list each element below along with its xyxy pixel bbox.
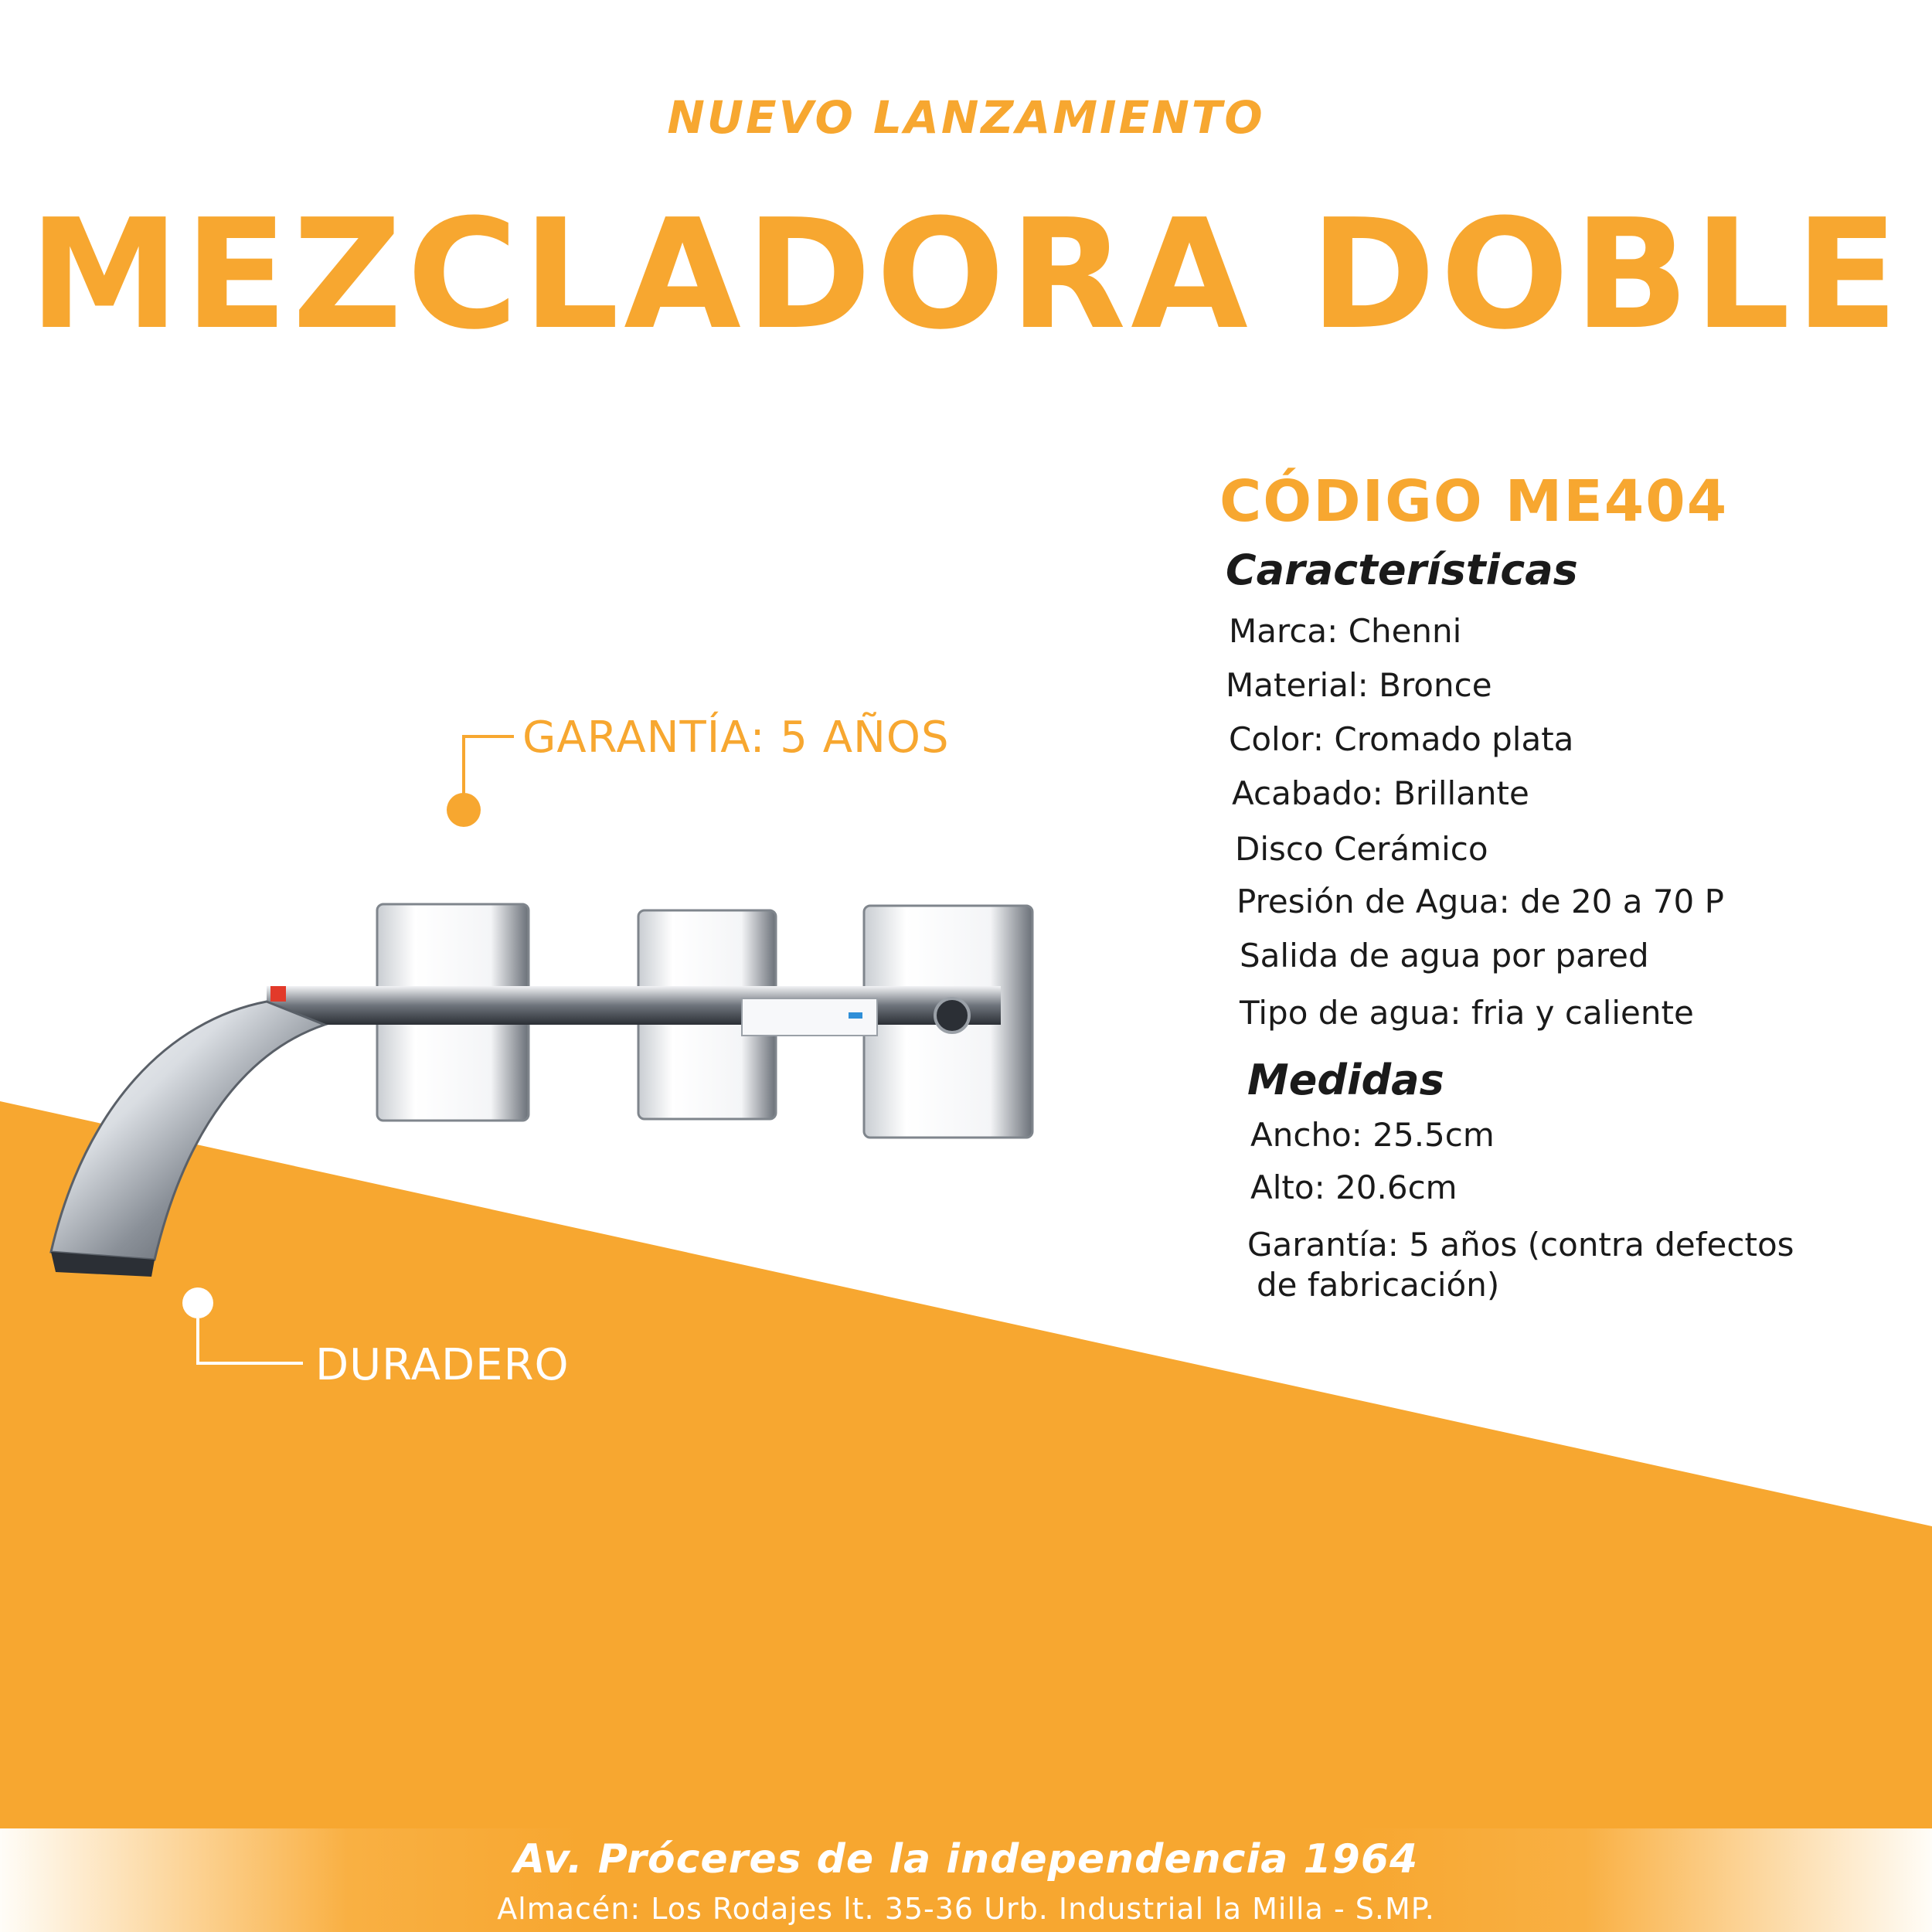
measure-warranty: Garantía: 5 años (contra defectos — [1247, 1226, 1794, 1264]
measure-height: Alto: 20.6cm — [1250, 1168, 1458, 1206]
features-heading: Características — [1226, 546, 1578, 594]
launch-kicker: NUEVO LANZAMIENTO — [667, 91, 1265, 144]
feature-disc: Disco Cerámico — [1235, 830, 1488, 868]
feature-material: Material: Bronce — [1226, 666, 1492, 704]
faucet-image — [0, 850, 1082, 1314]
feature-finish: Acabado: Brillante — [1232, 774, 1529, 812]
warranty-callout-line — [440, 726, 533, 835]
product-code: CÓDIGO ME404 — [1219, 468, 1729, 535]
measure-warranty-cont: de fabricación) — [1257, 1266, 1500, 1304]
measure-width: Ancho: 25.5cm — [1250, 1116, 1495, 1154]
page-title: MEZCLADORA DOBLE — [29, 187, 1903, 363]
footer-warehouse: Almacén: Los Rodajes lt. 35-36 Urb. Industrial la Milla - S.MP. — [497, 1892, 1435, 1926]
feature-outlet: Salida de agua por pared — [1240, 937, 1649, 975]
feature-water-type: Tipo de agua: fria y caliente — [1240, 994, 1694, 1032]
durable-callout-line — [170, 1283, 309, 1376]
feature-color: Color: Cromado plata — [1229, 720, 1574, 758]
durable-callout-label: DURADERO — [315, 1340, 570, 1390]
feature-brand: Marca: Chenni — [1229, 612, 1462, 650]
warranty-callout-label: GARANTÍA: 5 AÑOS — [522, 713, 950, 763]
feature-pressure: Presión de Agua: de 20 a 70 P — [1236, 883, 1724, 920]
measures-heading: Medidas — [1247, 1056, 1444, 1104]
footer-address: Av. Próceres de la independencia 1964 — [513, 1836, 1419, 1883]
